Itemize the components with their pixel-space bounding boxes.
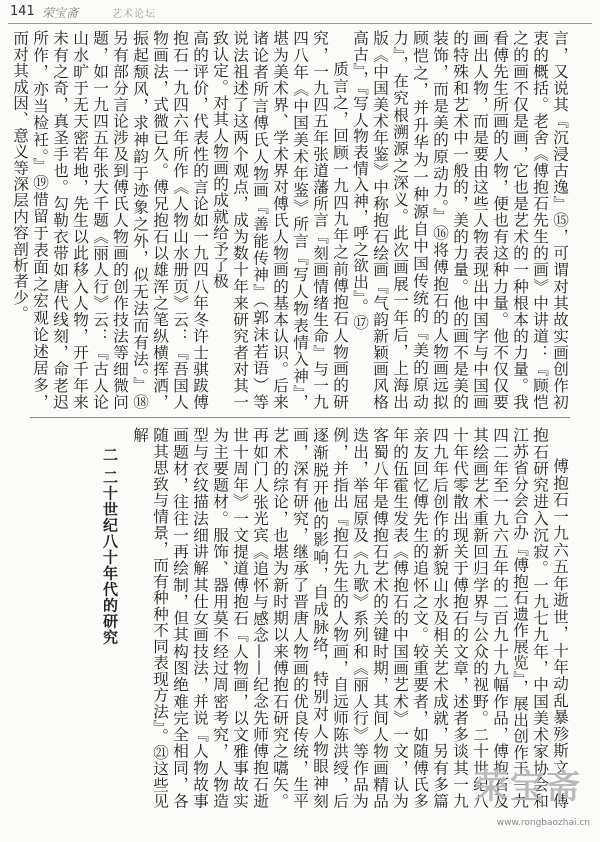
watermark-logo: 荣宝斋 bbox=[474, 767, 582, 807]
watermark-url: www.rongbaozhai.cn bbox=[496, 818, 590, 828]
half-page-divider bbox=[30, 417, 570, 418]
header-logo: 荣宝斋 bbox=[42, 6, 79, 20]
upper-text-block bbox=[11, 30, 570, 410]
paragraph: 质言之，回顾一九四九年之前傅抱石人物画的研究，一九四五年张道藩所言『刻画情绪生命』与一九四八年《中国美术年鉴》所言『写人物表情入神』，堪为美术界、学术界对傅氏人物画的基本认识。后来诸论者所言傅氏人物画『善能传神』（郭沫若语）等说法祖述了这两个观点，成为数十年来研究者对其一致认定。对其人物画的成就给予了极 bbox=[211, 30, 349, 410]
lower-text-block bbox=[30, 427, 570, 809]
page-header bbox=[0, 0, 600, 28]
header-divider bbox=[8, 23, 592, 24]
section-title: 艺术论坛 bbox=[112, 9, 156, 20]
page-number: 141 bbox=[10, 4, 35, 19]
paragraph: 言，又说其『沉浸古逸』⑮，可谓对其故实画创作初衷的概括。老舍《傅抱石先生的画》中讲道：『顾恺之的画不仅是画，它也是艺术的一种根本的力量。我看傅先生所画的人物，便也有这种力量。他不仅仅要画出人物，而是要由这些人物表现出中国字与中国画的特殊和艺术中一般的，美的力量。他的画不是美的装饰，而是美的原动力。』⑯将傅抱石的人物画远拟顾恺之，并升华为一种源自中国传统的『美的原动力』，在究根溯源之深义。此次画展一年后，上海出版《中国美术年鉴》中称抱石绘画『气韵新颖画风格高古』，『写人物表情入神，呼之欲出』。⑰ bbox=[351, 30, 569, 410]
paragraph: 傅抱石一九六五年逝世，十年动乱暴殄斯文，傅抱石研究进入沉寂。一九七九年，中国美术家协会和江苏省分会合办『傅抱石遗作展览』，展出创作于一九四二年至一九六五年的二百九十九幅作品，傅抱石及其绘画艺术重新回归学界与公众的视野。二十世纪八十年代零散出现关于傅抱石的文章，述者多谈其一九四九年后创作的新貌山水及相关艺术成就，另有多篇亲友回忆傅先生的追怀之文。较重要者，如随傅氏多年的伍霍生发表《傅抱石的中国画艺术》一文，认为客蜀八年是傅抱石艺术的关键时期，其间人物画精品迭出，举屈原及《九歌》系列和《丽人行》等作品为例，并指出『抱石先生的人物画，自远师陈洪绶，后逐渐脱开他的影响，自成脉络，特别对人物眼神刻画，深有研究，继承了晋唐人物画的优良传统，生平艺术的综论，也堪为新时期以来傅抱石研究之嚆矢。再如门人张光宾《追怀与感念——纪念先师傅抱石逝世十周年》一文提道傅抱石『人物画，以文雅事故实为主要题材。服饰、器用莫不经过周密考究，人物造型与衣纹描法细讲解其仕女画技法，并说『人物故事画题材，往往一再绘制，但其构图绝难完全相同，各随其思致与情景，而有种种不同表现方法』。㉑这些见解 bbox=[131, 427, 569, 809]
paragraph: 高的评价，代表性的言论如一九四八年冬许士骐跋傅抱石一九四六年所作《人物山水册页》云：『吾国人物画法，式微已久。傅兄抱石以雄浑之笔纵横挥洒，振起颓风，求神韵于迹象之外，似无法而有法。』⑱另有部分言论涉及到傅氏人物画的创作技法等细微问题，如一九四五年张大千题《丽人行》云：『古人论山水旷于无天密若地，先生以此移入人物，开千年来未有之奇，真圣手也。勾勒衣带如唐代线刻，命老迟所作，亦当检衽。』⑲惜留于表面之宏观论述居多，而对其成因、意义等深层内容剖析者少。 bbox=[11, 30, 209, 410]
section-heading: 二 二十世纪八十年代的研究 bbox=[101, 447, 119, 646]
